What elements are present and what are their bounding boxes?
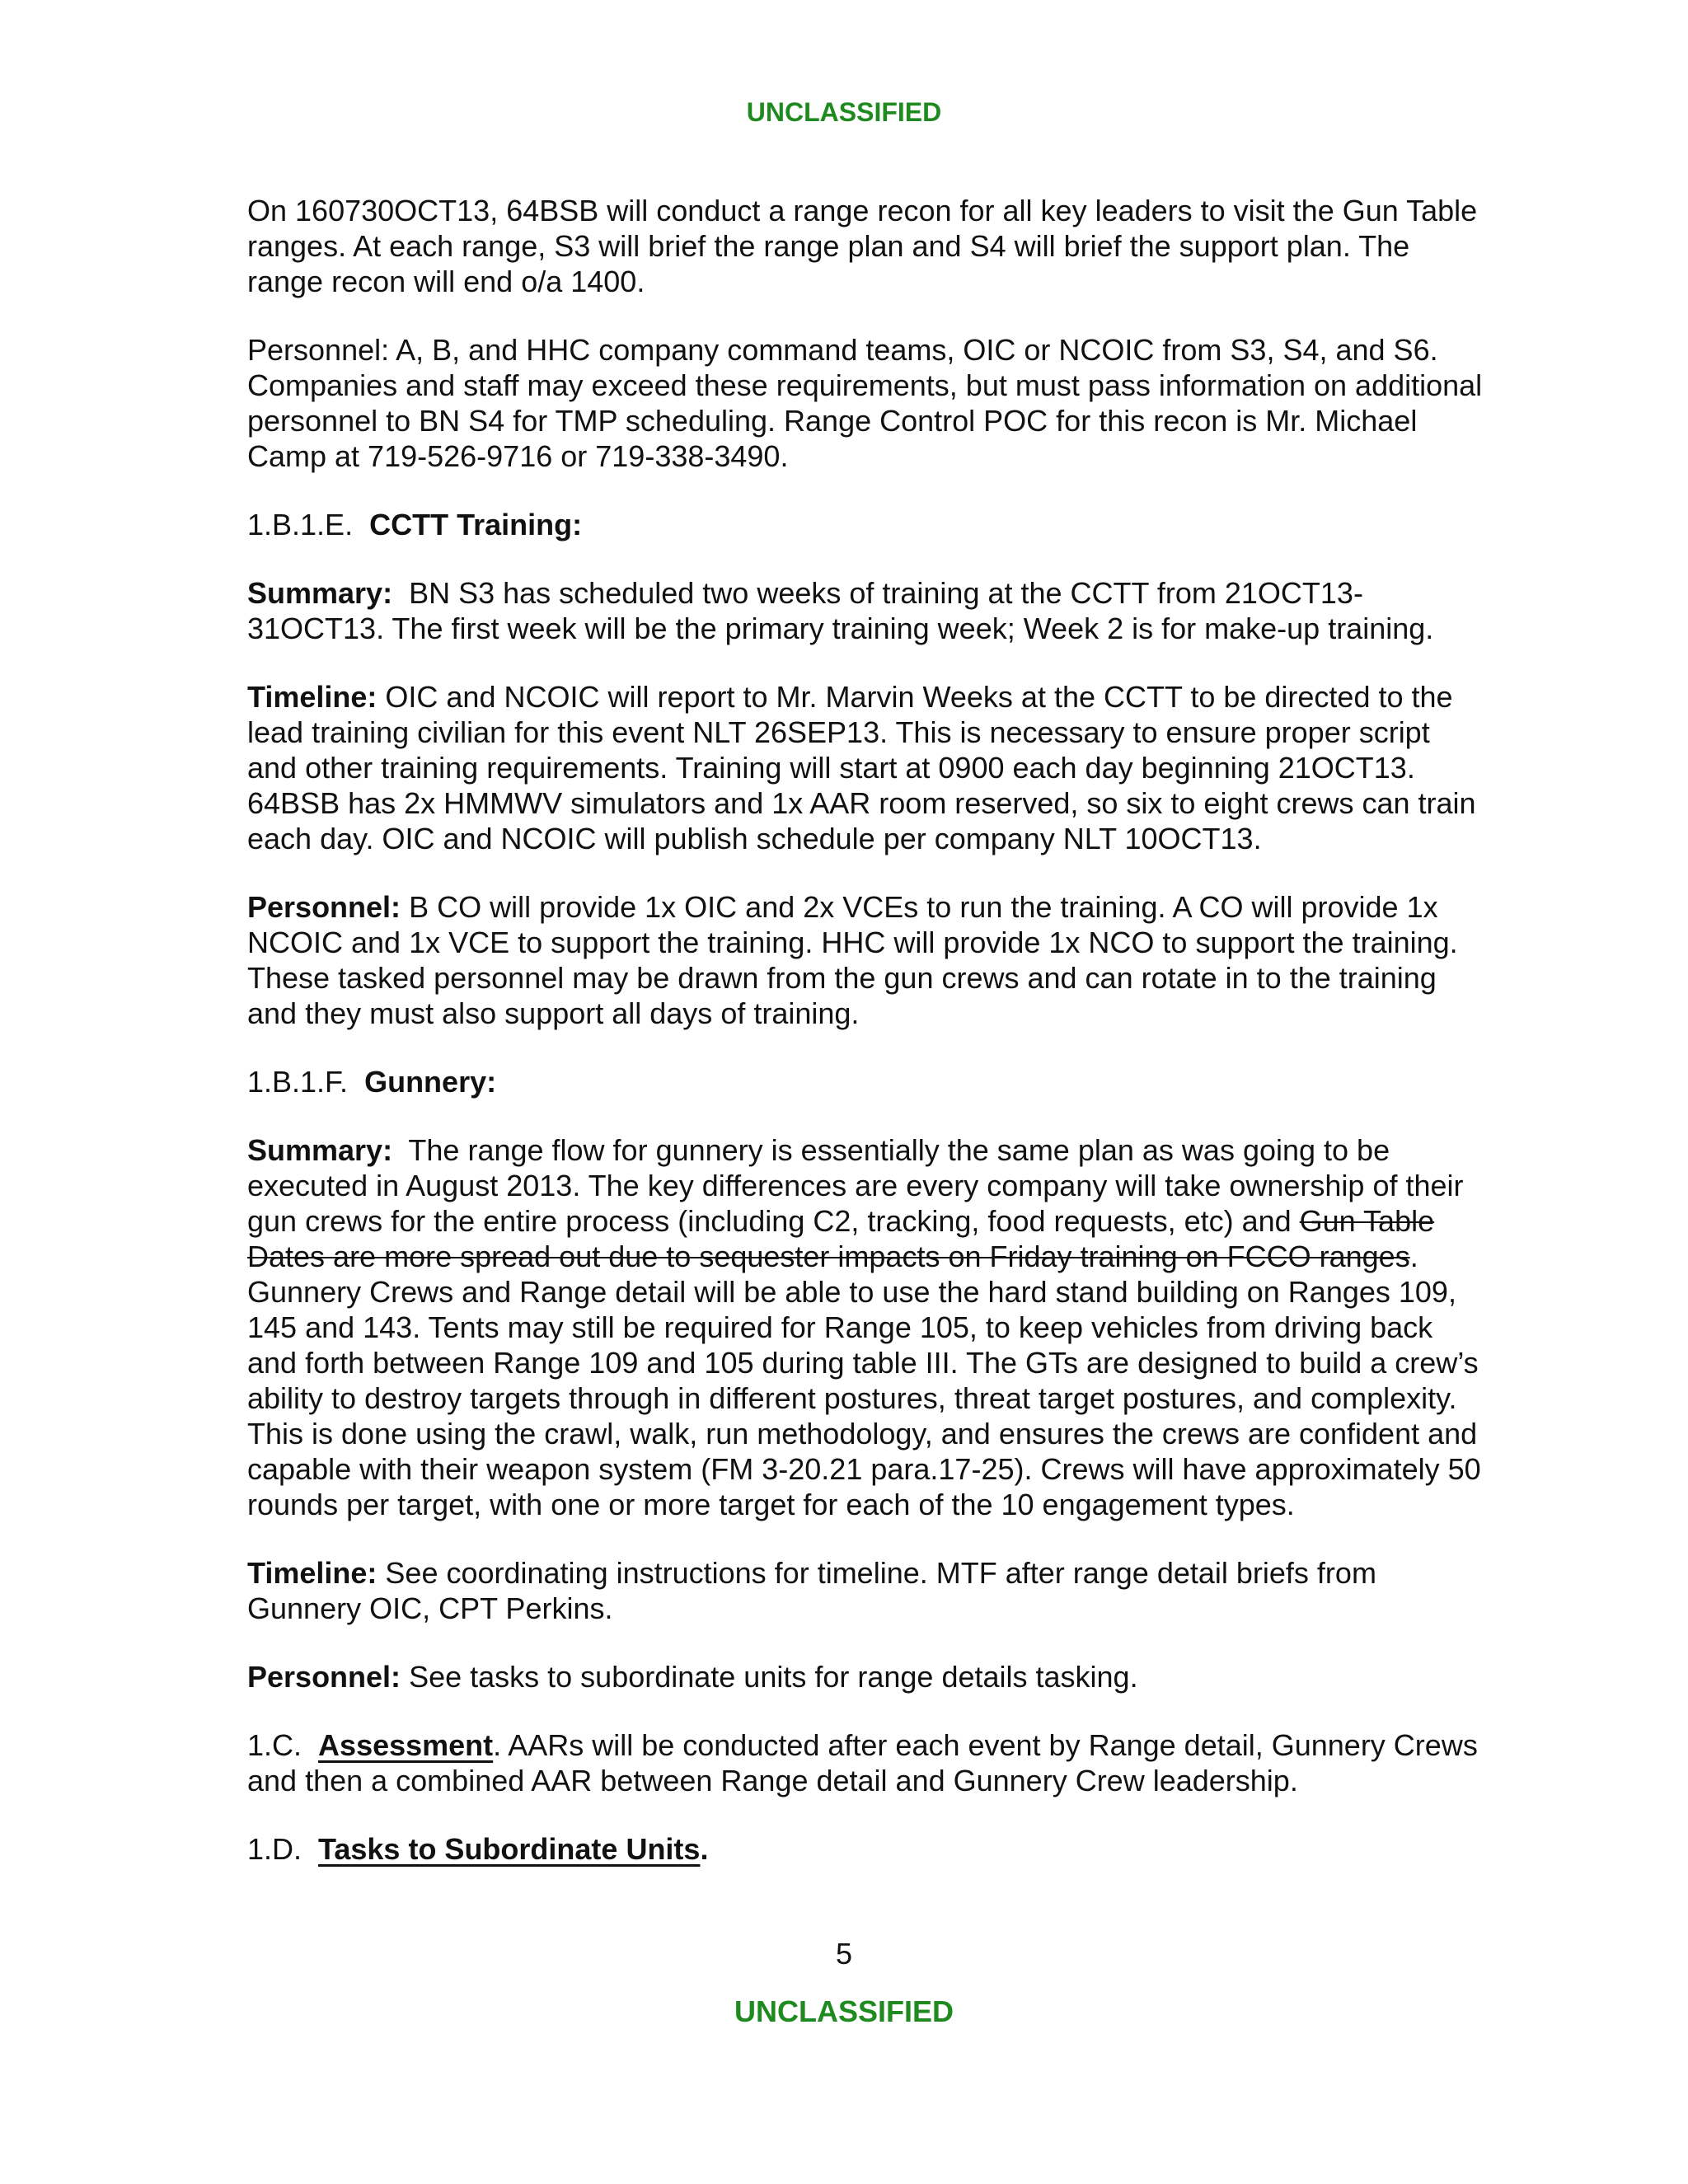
gunnery-section-title: Gunnery: <box>364 1065 497 1099</box>
gunnery-summary-text-2: . Gunnery Crews and Range detail will be able to use the hard stand building on Ranges 109, 145 and 143. Tents may still be required for Range 105, to keep vehicles from driving back and forth between Range 109 and 105 during table III. The GTs are designed to build a crew’s ability to destroy targets through in different postures, threat target postures, and complexity. This is done using the crawl, walk, run methodology, and ensures the crews are confident and capable with their weapon system (FM 3-20.21 para.17-25). Crews will have approximately 50 rounds per target, with one or more target for each of the 10 engagement types. <box>247 1240 1481 1521</box>
gunnery-heading <box>247 1064 1484 1099</box>
cctt-personnel-label: Personnel: <box>247 890 401 924</box>
gunnery-summary-text-1: The range flow for gunnery is essentially the same plan as was going to be executed in August 2013. The key differences are every company will take ownership of their gun crews for the entire process (including C2, tracking, food requests, etc) and <box>247 1133 1464 1238</box>
gunnery-timeline-paragraph <box>247 1555 1484 1626</box>
cctt-timeline-paragraph <box>247 679 1484 856</box>
gunnery-personnel-paragraph <box>247 1659 1484 1694</box>
cctt-heading <box>247 507 1484 542</box>
page-number: 5 <box>835 1937 853 1971</box>
tasks-title-suffix: . <box>700 1832 709 1866</box>
gunnery-personnel-label: Personnel: <box>247 1660 401 1694</box>
assessment-title: Assessment <box>318 1728 494 1762</box>
cctt-summary-label: Summary: <box>247 576 393 610</box>
assessment-section-number: 1.C. <box>247 1728 302 1762</box>
classification-footer: UNCLASSIFIED <box>734 1994 954 2028</box>
recon-intro-paragraph: On 160730OCT13, 64BSB will conduct a range recon for all key leaders to visit the Gun Table ranges. At each range, S3 will brief the range plan and S4 will brief the support plan. The range recon will end o/a 1400. <box>247 194 1478 298</box>
cctt-section-title: CCTT Training: <box>369 508 583 541</box>
tasks-section-number: 1.D. <box>247 1832 302 1866</box>
assessment-text: . AARs will be conducted after each event by Range detail, Gunnery Crews and then a combined AAR between Range detail and Gunnery Crew leadership. <box>247 1728 1478 1797</box>
gunnery-summary-label: Summary: <box>247 1133 393 1167</box>
cctt-summary-paragraph <box>247 575 1484 646</box>
gunnery-summary-paragraph <box>247 1132 1484 1522</box>
cctt-personnel-paragraph <box>247 889 1484 1031</box>
classification-header: UNCLASSIFIED <box>746 97 942 127</box>
gunnery-timeline-label: Timeline: <box>247 1556 377 1590</box>
gunnery-section-number: 1.B.1.F. <box>247 1065 349 1099</box>
gunnery-timeline-text: See coordinating instructions for timeline. MTF after range detail briefs from Gunnery OIC, CPT Perkins. <box>247 1556 1376 1625</box>
gunnery-struck-text: Gun Table Dates are more spread out due to sequester impacts on Friday training on FCCO ranges <box>247 1204 1435 1273</box>
tasks-heading <box>247 1831 1484 1867</box>
cctt-timeline-text: OIC and NCOIC will report to Mr. Marvin Weeks at the CCTT to be directed to the lead training civilian for this event NLT 26SEP13. This is necessary to ensure proper script and other training requirements. Training will start at 0900 each day beginning 21OCT13. 64BSB has 2x HMMWV simulators and 1x AAR room reserved, so six to eight crews can train each day. OIC and NCOIC will publish schedule per company NLT 10OCT13. <box>247 680 1476 855</box>
cctt-personnel-text: B CO will provide 1x OIC and 2x VCEs to run the training. A CO will provide 1x NCOIC and 1x VCE to support the training. HHC will provide 1x NCO to support the training. These tasked personnel may be drawn from the gun crews and can rotate in to the training and they must also support all days of training. <box>247 890 1458 1030</box>
assessment-paragraph <box>247 1727 1484 1798</box>
recon-personnel-paragraph: Personnel: A, B, and HHC company command teams, OIC or NCOIC from S3, S4, and S6. Companies and staff may exceed these requirements, but must pass information on additional personnel to BN S4 for TMP scheduling. Range Control POC for this recon is Mr. Michael Camp at 719-526-9716 or 719-338-3490. <box>247 333 1483 473</box>
cctt-timeline-label: Timeline: <box>247 680 377 714</box>
cctt-section-number: 1.B.1.E. <box>247 508 354 541</box>
document-body <box>247 193 1484 1867</box>
cctt-summary-text: BN S3 has scheduled two weeks of training at the CCTT from 21OCT13-31OCT13. The first week will be the primary training week; Week 2 is for make-up training. <box>247 576 1434 645</box>
gunnery-personnel-text: See tasks to subordinate units for range details tasking. <box>409 1660 1138 1694</box>
tasks-title: Tasks to Subordinate Units <box>318 1832 701 1866</box>
